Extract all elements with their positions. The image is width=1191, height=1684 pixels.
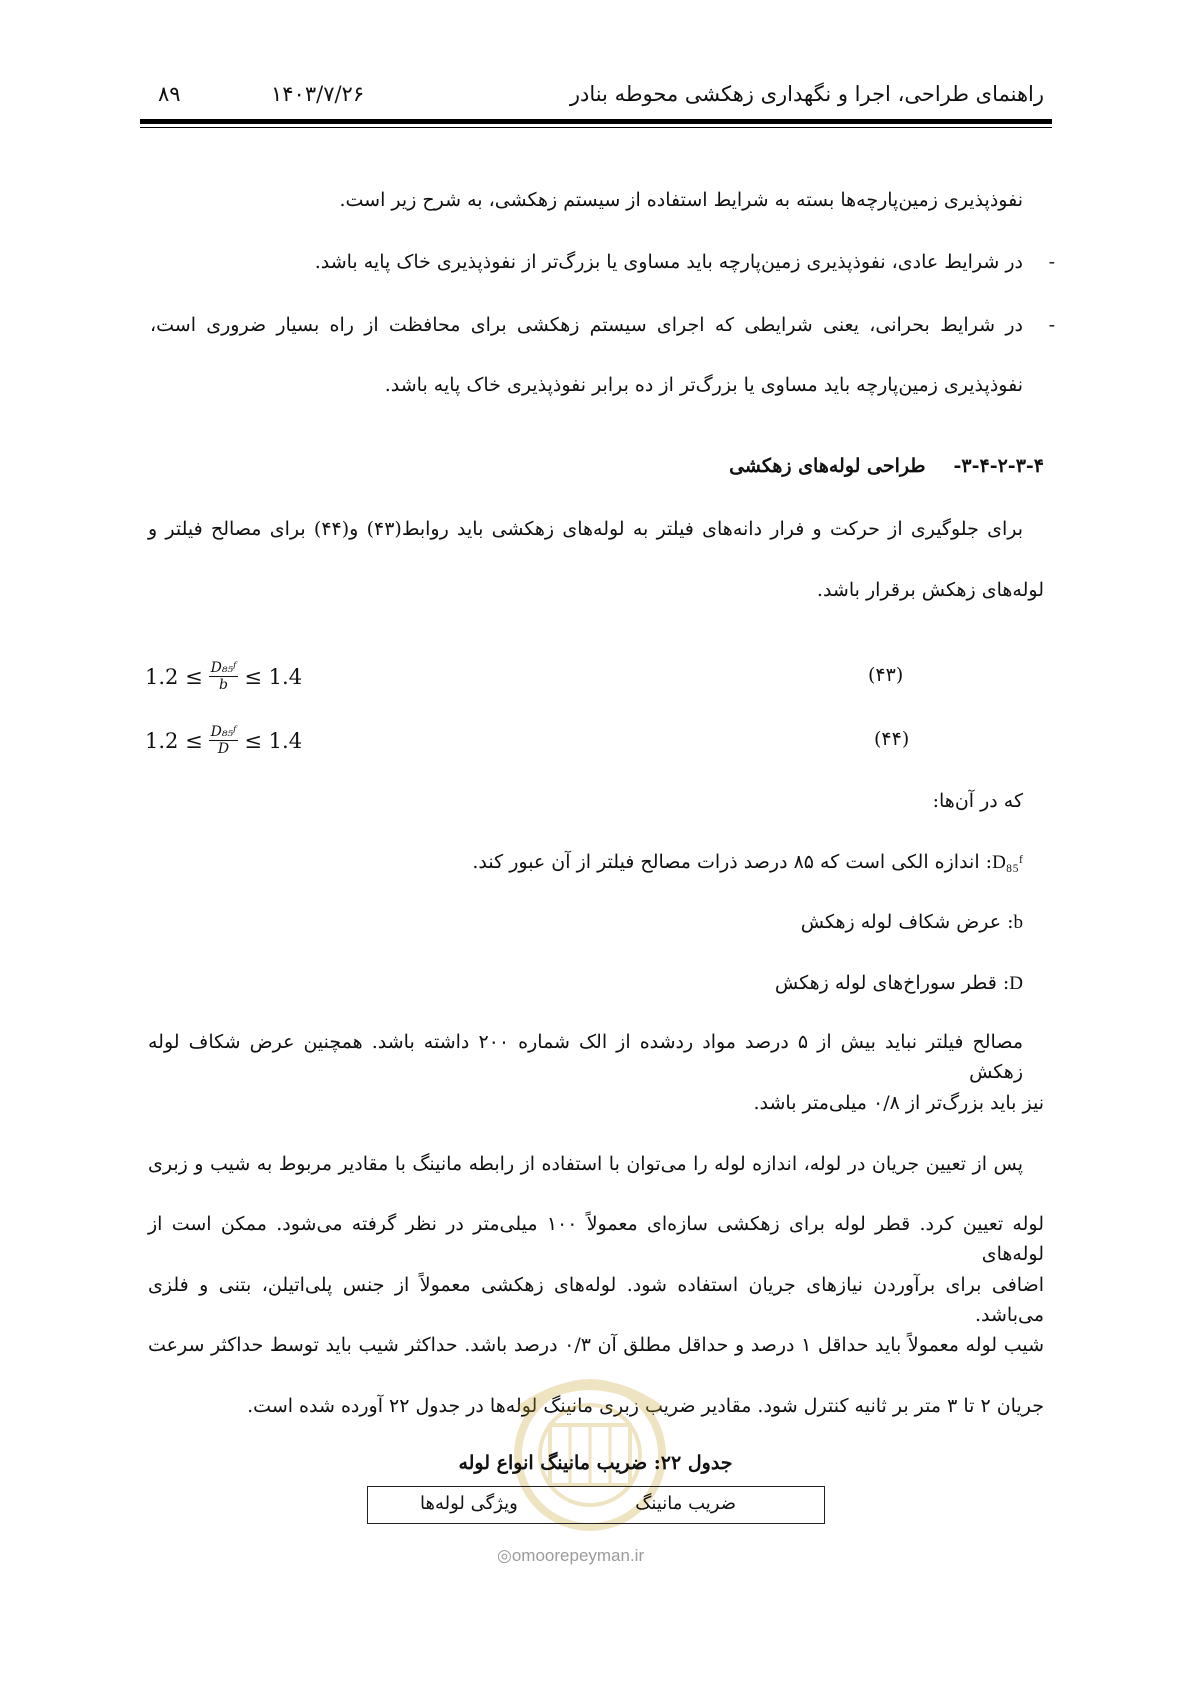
definition-d85 bbox=[472, 847, 1023, 878]
symbol-D: D bbox=[1009, 973, 1023, 994]
bullet-dash: - bbox=[1048, 251, 1055, 273]
fraction-denominator: b bbox=[219, 677, 229, 693]
equation-lhs: 1.2 ≤ bbox=[145, 728, 203, 753]
manning-table bbox=[367, 1486, 825, 1524]
watermark-url: omoorepeyman.ir bbox=[511, 1546, 645, 1565]
section-title: طراحی لوله‌های زهکشی bbox=[729, 455, 926, 477]
section-heading bbox=[729, 451, 1044, 481]
header-rule-thin bbox=[140, 127, 1052, 128]
symbol-b: b bbox=[1013, 912, 1023, 933]
paragraph-3-line-3: اضافی برای برآوردن نیازهای جریان استفاده شود. لوله‌های زهکشی معمولاً از جنس پلی‌اتیلن، بتنی و فلزی می‌باشد. bbox=[148, 1274, 1044, 1326]
page-number: ۸۹ bbox=[158, 82, 181, 106]
bullet-item-1 bbox=[150, 247, 1055, 277]
table-header-manning: ضریب مانینگ bbox=[635, 1493, 736, 1514]
paragraph-2-line-2: نیز باید بزرگ‌تر از ۰/۸ میلی‌متر باشد. bbox=[753, 1092, 1044, 1114]
running-header-title: راهنمای طراحی، اجرا و نگهداری زهکشی محوطه بنادر bbox=[569, 82, 1044, 106]
watermark-globe-icon: ◎ bbox=[497, 1546, 512, 1565]
fraction-numerator: D₈₅ᶠ bbox=[210, 660, 237, 676]
definition-b-text: : عرض شکاف لوله زهکش bbox=[800, 911, 1014, 933]
symbol-d85: D₈₅ᶠ bbox=[992, 852, 1023, 873]
equation-rhs: ≤ 1.4 bbox=[244, 664, 303, 689]
paragraph-3-line-1: پس از تعیین جریان در لوله، اندازه لوله را می‌توان با استفاده از رابطه مانینگ با مقادیر مربوط به شیب و زبری bbox=[148, 1153, 1023, 1175]
equation-number-44: (۴۴) bbox=[874, 728, 910, 750]
definition-D bbox=[775, 968, 1023, 999]
definition-D-text: : قطر سوراخ‌های لوله زهکش bbox=[774, 972, 1010, 994]
header-date: ۱۴۰۳/۷/۲۶ bbox=[271, 82, 365, 106]
equation-lhs: 1.2 ≤ bbox=[145, 664, 203, 689]
paragraph-3-line-2: لوله تعیین کرد. قطر لوله برای زهکشی سازه‌ای معمولاً ۱۰۰ میلی‌متر در نظر گرفته می‌شود. ممکن است از لوله‌های bbox=[148, 1213, 1044, 1265]
equation-44 bbox=[145, 724, 302, 757]
definition-d85-text: : اندازه الکی است که ۸۵ درصد ذرات مصالح فیلتر از آن عبور کند. bbox=[472, 851, 993, 873]
equation-43 bbox=[145, 660, 302, 693]
equation-fraction bbox=[209, 724, 239, 757]
paragraph-1-line-2: لوله‌های زهکش برقرار باشد. bbox=[816, 579, 1044, 601]
bullet-item-2-text-1: در شرایط بحرانی، یعنی شرایطی که اجرای سیستم زهکشی برای محافظت از راه بسیار ضروری است، bbox=[150, 314, 1023, 336]
section-number: ۳-۴-۲-۳-۴- bbox=[953, 455, 1044, 477]
watermark-text bbox=[497, 1546, 644, 1566]
definitions-intro: که در آن‌ها: bbox=[932, 790, 1023, 812]
fraction-numerator: D₈₅ᶠ bbox=[210, 724, 237, 740]
bullet-item-1-text: در شرایط عادی، نفوذپذیری زمین‌پارچه باید مساوی یا بزرگ‌تر از نفوذپذیری خاک پایه باشد. bbox=[314, 251, 1023, 273]
equation-number-43: (۴۳) bbox=[868, 664, 904, 686]
equation-fraction bbox=[209, 660, 239, 693]
bullet-item-2-line-2: نفوذپذیری زمین‌پارچه باید مساوی یا بزرگ‌تر از ده برابر نفوذپذیری خاک پایه باشد. bbox=[384, 374, 1023, 396]
paragraph-1-line-1: برای جلوگیری از حرکت و فرار دانه‌های فیلتر به لوله‌های زهکشی باید روابط(۴۳) و(۴۴) برای مصالح فیلتر و bbox=[148, 518, 1023, 540]
table-caption: جدول ۲۲: ضریب مانینگ انواع لوله bbox=[458, 1452, 733, 1474]
definition-b bbox=[801, 907, 1023, 938]
table-header-pipe-properties: ویژگی لوله‌ها bbox=[420, 1493, 518, 1514]
header-rule-thick bbox=[140, 119, 1052, 124]
bullet-item-2-line-1 bbox=[150, 310, 1055, 340]
intro-paragraph: نفوذپذیری زمین‌پارچه‌ها بسته به شرایط استفاده از سیستم زهکشی، به شرح زیر است. bbox=[339, 189, 1023, 211]
paragraph-3-line-5: جریان ۲ تا ۳ متر بر ثانیه کنترل شود. مقادیر ضریب زبری مانینگ لوله‌ها در جدول ۲۲ آورده شده است. bbox=[247, 1395, 1044, 1417]
paragraph-3-line-4: شیب لوله معمولاً باید حداقل ۱ درصد و حداقل مطلق آن ۰/۳ درصد باشد. حداکثر شیب باید توسط حداکثر سرعت bbox=[148, 1334, 1044, 1356]
fraction-denominator: D bbox=[217, 741, 230, 757]
paragraph-2-line-1: مصالح فیلتر نباید بیش از ۵ درصد مواد ردشده از الک شماره ۲۰۰ داشته باشد. همچنین عرض شکاف لوله زهکش bbox=[148, 1031, 1023, 1083]
bullet-dash: - bbox=[1048, 314, 1055, 336]
equation-rhs: ≤ 1.4 bbox=[244, 728, 303, 753]
